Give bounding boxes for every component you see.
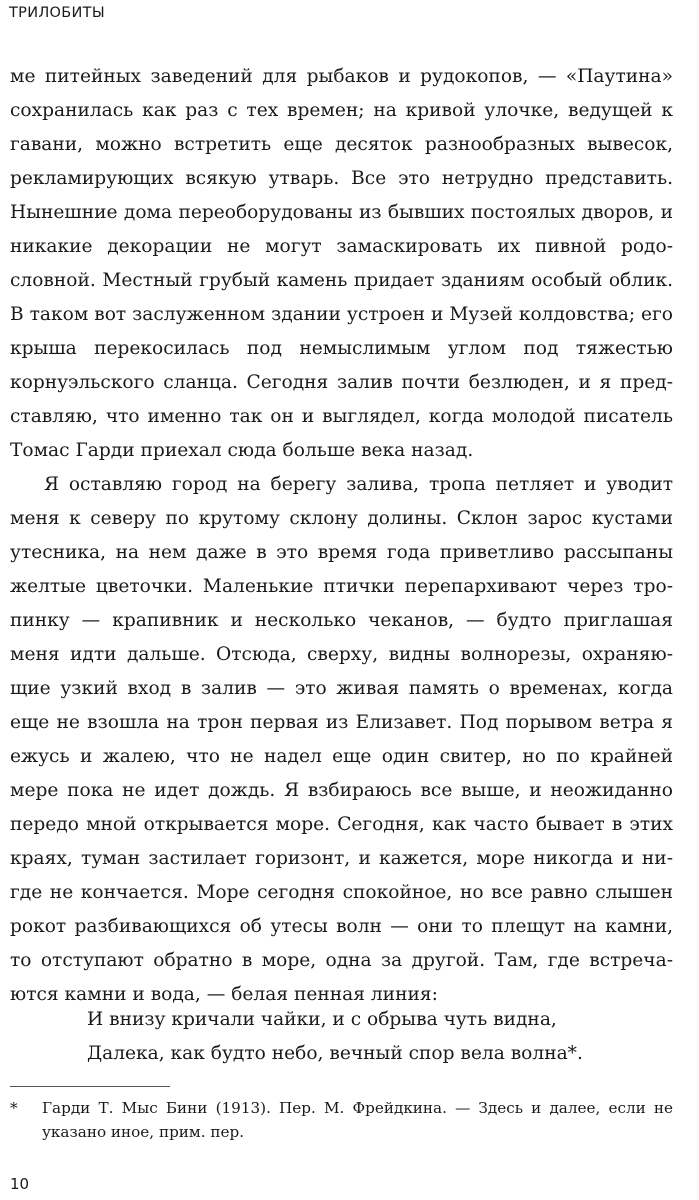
paragraph-1: ме питейных заведений для рыбаков и рудокопов, — «Паутина» сохранилась как раз с тех времен; на кривой улочке, ведущей к гавани, можно встретить еще десяток разнообразных вывесок, рекламирующих всякую утварь. Все это нетрудно представить. Нынешние дома переоборудованы из бывших постоялых дворов, и никакие декорации не могут замаскировать их пивной родословной. Местный грубый камень придает зданиям особый облик. В таком вот заслуженном здании устроен и Музей колдовства; его крыша перекосилась под немыслимым углом под тяжестью корнуэльского сланца. Сегодня залив почти безлюден, и я представляю, что именно так он и выглядел, когда молодой писатель Томас Гарди приехал сюда больше века назад.: [10, 66, 673, 461]
running-title: ТРИЛОБИТЫ: [9, 5, 105, 21]
verse-line-1: И внизу кричали чайки, и с обрыва чуть видна,: [87, 1009, 557, 1030]
footnote-text: Гарди Т. Мыс Бини (1913). Пер. М. Фрейдкина. — Здесь и далее, если не указано иное, прим. пер.: [42, 1099, 673, 1141]
verse-line-2: Далека, как будто небо, вечный спор вела волна*.: [87, 1043, 583, 1064]
verse-quote: [87, 1003, 667, 1071]
footnote-divider: [10, 1086, 170, 1087]
page-number: 10: [10, 1175, 30, 1193]
footnote-marker: *: [10, 1099, 18, 1117]
main-text: [10, 60, 673, 1012]
paragraph-2: Я оставляю город на берегу залива, тропа петляет и уводит меня к северу по крутому склону долины. Склон зарос кустами утесника, на нем даже в это время года приветливо рассыпаны желтые цветочки. Маленькие птички перепархивают через тропинку — крапивник и несколько чеканов, — будто приглашая меня идти дальше. Отсюда, сверху, видны волнорезы, охраняющие узкий вход в залив — это живая память о временах, когда еще не взошла на трон первая из Елизавет. Под порывом ветра я ежусь и жалею, что не надел еще один свитер, но по крайней мере пока не идет дождь. Я взбираюсь все выше, и неожиданно передо мной открывается море. Сегодня, как часто бывает в этих краях, туман застилает горизонт, и кажется, море никогда и нигде не кончается. Море сегодня спокойное, но все равно слышен рокот разбивающихся об утесы волн — они то плещут на камни, то отступают обратно в море, одна за другой. Там, где встречаются камни и вода, — белая пенная линия:: [10, 474, 673, 1005]
footnote: [10, 1096, 673, 1144]
